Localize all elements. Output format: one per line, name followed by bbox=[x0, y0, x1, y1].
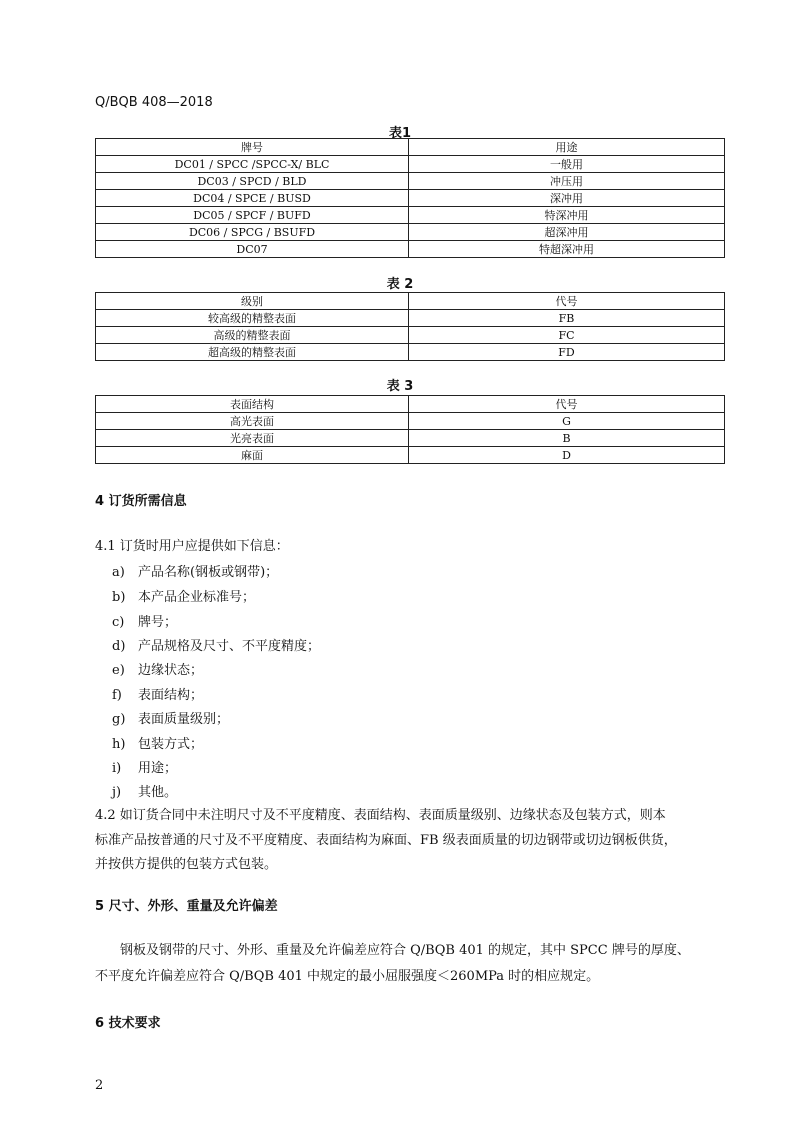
table1-caption: 表1 bbox=[388, 126, 412, 141]
table-header-cell: 代号 bbox=[409, 293, 725, 310]
list-text: 边缘状态； bbox=[138, 663, 204, 678]
table-cell: FC bbox=[409, 327, 725, 344]
list-marker: e) bbox=[112, 663, 125, 678]
table-row bbox=[96, 241, 725, 258]
table-cell: DC01 / SPCC /SPCC-X/ BLC bbox=[96, 156, 409, 173]
list-marker: c) bbox=[112, 615, 125, 630]
clause-4-2-line-1: 4.2 如订货合同中未注明尺寸及不平度精度、表面结构、表面质量级别、边缘状态及包装方式，则本 bbox=[95, 808, 666, 823]
list-text: 其他。 bbox=[138, 785, 178, 800]
table-cell: DC05 / SPCF / BUFD bbox=[96, 207, 409, 224]
list-text: 用途； bbox=[138, 761, 178, 776]
table-row bbox=[96, 156, 725, 173]
table-row bbox=[96, 447, 725, 464]
section-5-heading: 5 尺寸、外形、重量及允许偏差 bbox=[95, 899, 278, 914]
clause-4-1: 4.1 订货时用户应提供如下信息： bbox=[95, 539, 289, 554]
list-marker: a) bbox=[112, 565, 125, 580]
table-cell: 光亮表面 bbox=[96, 430, 409, 447]
table2-caption: 表 2 bbox=[386, 277, 414, 292]
table-header-row bbox=[96, 293, 725, 310]
table-cell: 特深冲用 bbox=[409, 207, 725, 224]
list-text: 产品名称(钢板或钢带)； bbox=[138, 565, 279, 580]
page-number: 2 bbox=[95, 1078, 104, 1093]
table-row bbox=[96, 413, 725, 430]
table3 bbox=[95, 395, 725, 464]
table-header-cell: 表面结构 bbox=[96, 396, 409, 413]
table-row bbox=[96, 310, 725, 327]
list-item bbox=[112, 611, 177, 630]
table-cell: DC03 / SPCD / BLD bbox=[96, 173, 409, 190]
list-text: 产品规格及尺寸、不平度精度； bbox=[138, 639, 321, 654]
table-row bbox=[96, 207, 725, 224]
table-cell: 高光表面 bbox=[96, 413, 409, 430]
list-text: 包装方式； bbox=[138, 737, 204, 752]
section-6-heading: 6 技术要求 bbox=[95, 1016, 161, 1031]
table-cell: FB bbox=[409, 310, 725, 327]
table-header-row bbox=[96, 139, 725, 156]
list-item bbox=[112, 781, 177, 800]
table-header-cell: 用途 bbox=[409, 139, 725, 156]
table-header-cell: 代号 bbox=[409, 396, 725, 413]
list-marker: b) bbox=[112, 590, 126, 605]
table-row bbox=[96, 327, 725, 344]
list-item bbox=[112, 733, 203, 752]
clause-4-2-line-2: 标准产品按普通的尺寸及不平度精度、表面结构为麻面、FB 级表面质量的切边钢带或切边钢板供货， bbox=[95, 833, 677, 848]
table-row bbox=[96, 190, 725, 207]
list-marker: f) bbox=[112, 688, 122, 703]
list-marker: i) bbox=[112, 761, 122, 776]
table-header-cell: 牌号 bbox=[96, 139, 409, 156]
table-row bbox=[96, 224, 725, 241]
table-cell: FD bbox=[409, 344, 725, 361]
table-cell: DC04 / SPCE / BUSD bbox=[96, 190, 409, 207]
table-cell: B bbox=[409, 430, 725, 447]
table-cell: G bbox=[409, 413, 725, 430]
table-cell: 麻面 bbox=[96, 447, 409, 464]
clause-4-2-line-3: 并按供方提供的包装方式包装。 bbox=[95, 857, 278, 872]
section-5-line-2: 不平度允许偏差应符合 Q/BQB 401 中规定的最小屈服强度＜260MPa 时的相应规定。 bbox=[95, 969, 600, 984]
table-cell: 高级的精整表面 bbox=[96, 327, 409, 344]
table-row bbox=[96, 344, 725, 361]
table-cell: 一般用 bbox=[409, 156, 725, 173]
table-row bbox=[96, 430, 725, 447]
table-cell: DC07 bbox=[96, 241, 409, 258]
list-text: 表面结构； bbox=[138, 688, 204, 703]
table-cell: 特超深冲用 bbox=[409, 241, 725, 258]
table3-caption: 表 3 bbox=[386, 379, 414, 394]
table-row bbox=[96, 173, 725, 190]
list-text: 牌号； bbox=[138, 615, 178, 630]
list-item bbox=[112, 757, 177, 776]
table2 bbox=[95, 292, 725, 361]
section-4-heading: 4 订货所需信息 bbox=[95, 494, 187, 509]
table-header-cell: 级别 bbox=[96, 293, 409, 310]
list-item bbox=[112, 708, 229, 727]
table-cell: 超深冲用 bbox=[409, 224, 725, 241]
table-cell: 深冲用 bbox=[409, 190, 725, 207]
list-marker: h) bbox=[112, 737, 126, 752]
list-marker: g) bbox=[112, 712, 126, 727]
list-item bbox=[112, 684, 203, 703]
table-cell: 较高级的精整表面 bbox=[96, 310, 409, 327]
list-text: 表面质量级别； bbox=[138, 712, 230, 727]
table-cell: DC06 / SPCG / BSUFD bbox=[96, 224, 409, 241]
list-item bbox=[112, 586, 255, 605]
list-marker: d) bbox=[112, 639, 126, 654]
table-cell: 超高级的精整表面 bbox=[96, 344, 409, 361]
document-code: Q/BQB 408—2018 bbox=[95, 95, 213, 110]
table-cell: D bbox=[409, 447, 725, 464]
list-item bbox=[112, 659, 203, 678]
list-text: 本产品企业标准号； bbox=[138, 590, 256, 605]
section-5-line-1: 钢板及钢带的尺寸、外形、重量及允许偏差应符合 Q/BQB 401 的规定，其中 SPCC 牌号的厚度、 bbox=[120, 943, 690, 958]
table-header-row bbox=[96, 396, 725, 413]
list-item bbox=[112, 561, 278, 580]
list-marker: j) bbox=[112, 785, 122, 800]
list-item bbox=[112, 635, 320, 654]
table-cell: 冲压用 bbox=[409, 173, 725, 190]
table1 bbox=[95, 138, 725, 258]
